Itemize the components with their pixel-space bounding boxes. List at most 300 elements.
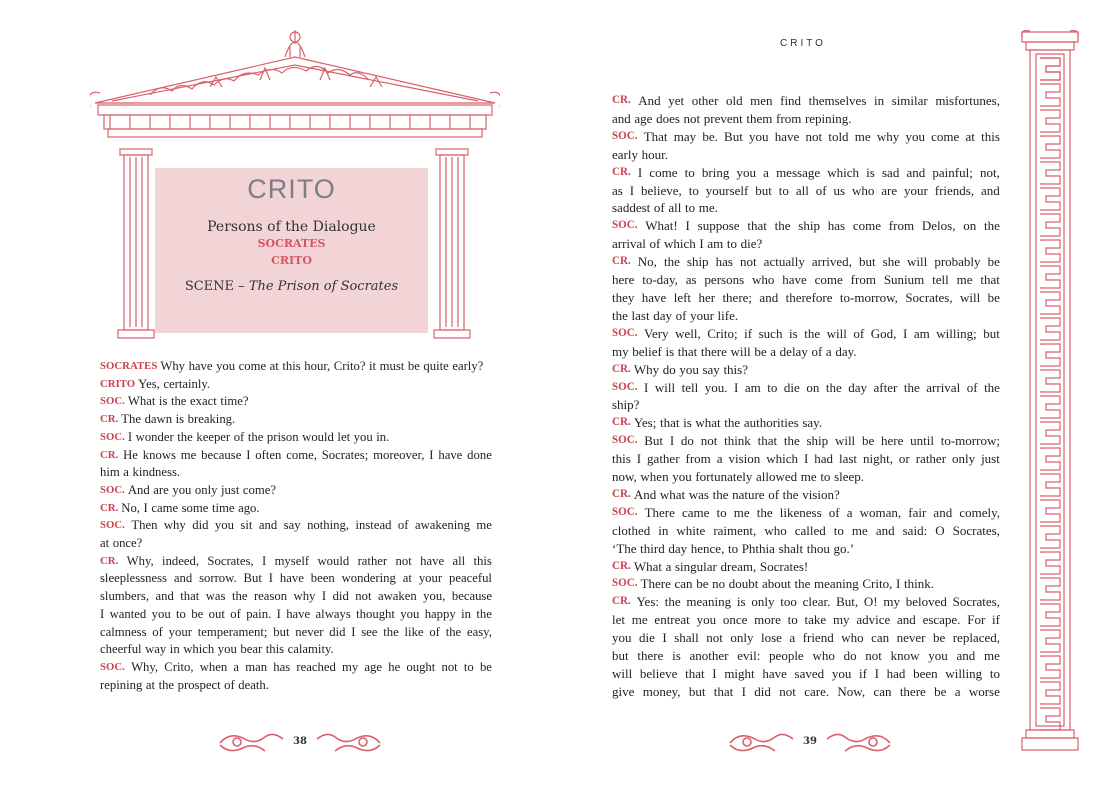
word: think. — [903, 576, 934, 592]
word: have — [641, 289, 667, 305]
word: day — [848, 379, 868, 395]
word: ago. — [238, 500, 260, 515]
word: why — [293, 589, 316, 604]
word: What! — [645, 218, 678, 234]
word: to — [176, 606, 186, 621]
word: you — [151, 606, 171, 621]
speaker-label: SOC. — [612, 219, 638, 232]
word: likeness — [779, 504, 822, 520]
word: there — [700, 343, 727, 359]
word: tell — [932, 272, 949, 288]
word: be — [191, 606, 204, 621]
text-line — [612, 504, 1000, 522]
word: will — [654, 379, 676, 395]
word: I — [127, 429, 133, 444]
word: die? — [740, 236, 763, 252]
word: repining — [100, 677, 143, 692]
word: I — [902, 325, 908, 341]
word: tell — [681, 379, 699, 395]
word: am — [744, 379, 761, 395]
word: Yes; — [633, 415, 657, 431]
word: of — [675, 307, 687, 323]
word: it — [369, 359, 377, 373]
word: And — [633, 486, 657, 502]
word: prevent — [703, 110, 743, 126]
meander-segment — [1040, 370, 1060, 392]
word: bring — [701, 164, 730, 180]
text-line — [100, 535, 492, 553]
word: all — [668, 200, 682, 216]
word: can — [871, 630, 890, 646]
word: have — [286, 606, 311, 621]
word: my — [342, 659, 359, 674]
word: hence, — [690, 540, 725, 556]
word: Crito, — [862, 576, 893, 592]
word: knows — [142, 447, 176, 462]
word: ship — [806, 433, 829, 449]
scene-text: The Prison of Socrates — [248, 279, 399, 294]
running-head: CRITO — [780, 38, 826, 49]
word: now, — [612, 469, 637, 485]
word: only — [951, 451, 976, 467]
meander-segment — [1040, 552, 1060, 574]
page-number-ornament-right — [725, 728, 895, 758]
word: yet — [668, 93, 685, 108]
word: therefore — [785, 289, 833, 305]
text-line — [612, 396, 1000, 414]
word: age — [634, 110, 653, 126]
title-box — [155, 168, 428, 333]
speaker-label: CR. — [612, 595, 631, 608]
word: what — [659, 486, 686, 502]
word: often — [255, 447, 282, 462]
word: you — [905, 128, 925, 144]
word: Now, — [837, 683, 866, 699]
word: no — [712, 576, 726, 592]
word: of — [233, 429, 245, 444]
word: and — [906, 164, 926, 180]
word: in — [873, 93, 885, 108]
word: shall — [674, 630, 699, 646]
word: vision? — [802, 486, 840, 502]
word: be — [932, 630, 946, 646]
word: I — [268, 571, 274, 586]
text-line — [612, 164, 1000, 182]
text-line — [612, 110, 1000, 128]
word: only — [194, 482, 218, 497]
right-page — [550, 0, 1100, 790]
word: been — [913, 666, 938, 681]
word: you — [831, 666, 852, 681]
word: let — [612, 612, 625, 628]
word: time? — [220, 394, 249, 409]
word: is — [789, 325, 798, 341]
word: that — [713, 683, 734, 699]
right-page-text — [612, 92, 1000, 701]
person-crito: CRITO — [271, 254, 312, 267]
word: she — [882, 254, 900, 270]
word: prison — [266, 429, 299, 444]
word: a — [770, 343, 777, 359]
word: nothing, — [307, 518, 350, 533]
word: breaking. — [187, 412, 236, 427]
word: but — [755, 182, 772, 198]
word: What — [127, 394, 156, 409]
word: awakening — [414, 518, 470, 533]
word: him — [100, 465, 120, 480]
word: I — [143, 500, 148, 515]
word: indeed, — [162, 553, 200, 568]
text-line — [612, 199, 1000, 217]
word: reason — [253, 589, 288, 604]
word: said: — [902, 522, 928, 538]
word: not — [805, 128, 823, 144]
word: a — [846, 504, 853, 520]
word: willing; — [936, 325, 977, 341]
meander-segment — [1040, 682, 1060, 704]
word: people — [769, 648, 804, 664]
word: me — [631, 612, 648, 628]
word: ship — [798, 218, 820, 234]
word: you — [928, 648, 948, 664]
word: but — [688, 683, 706, 699]
text-line — [100, 376, 492, 394]
word: a — [123, 465, 129, 480]
word: you. — [704, 379, 728, 395]
speaker-label: CR. — [612, 255, 631, 268]
word: came — [682, 504, 710, 520]
word: and — [981, 182, 1000, 198]
word: repining. — [804, 110, 852, 126]
word: I — [246, 447, 251, 462]
word: the — [231, 589, 248, 604]
word: you, — [423, 589, 446, 604]
word: after — [873, 379, 898, 395]
word: be — [861, 433, 875, 449]
word: day — [653, 307, 672, 323]
word: Yes, — [138, 376, 160, 391]
word: That — [643, 128, 668, 144]
word: hour. — [641, 146, 668, 162]
text-line — [100, 553, 492, 571]
word: such — [758, 325, 783, 341]
word: Phthia — [741, 540, 775, 556]
meander-segment — [1040, 474, 1060, 496]
word: will — [612, 666, 633, 681]
word: I — [741, 683, 746, 699]
word: be — [696, 576, 709, 592]
speaker-label: SOC. — [612, 434, 638, 447]
word: will — [907, 254, 928, 270]
text-line — [100, 358, 492, 376]
word: a — [825, 343, 832, 359]
word: I — [896, 576, 901, 592]
text-line — [612, 361, 1000, 379]
word: will — [960, 289, 981, 305]
word: There — [640, 576, 671, 592]
word: and — [173, 571, 193, 586]
word: of — [152, 624, 163, 639]
word: will — [730, 343, 751, 359]
word: and — [155, 589, 174, 604]
word: meaning — [686, 594, 732, 610]
text-line — [612, 92, 1000, 110]
word: O! — [863, 594, 878, 610]
text-line — [100, 570, 492, 588]
word: has — [827, 218, 846, 234]
word: to — [787, 612, 798, 628]
meander-segment — [1040, 318, 1060, 340]
word: fortunately — [695, 469, 753, 485]
word: not — [706, 630, 723, 646]
word: is — [158, 394, 168, 409]
word: your — [168, 624, 192, 639]
word: had — [886, 666, 906, 681]
word: there — [899, 683, 926, 699]
speaker-label: CRITO — [100, 377, 136, 390]
meander-segment — [1040, 630, 1060, 652]
word: escape. — [922, 612, 961, 628]
word: exact — [190, 394, 217, 409]
word: the — [984, 218, 1000, 234]
word: come — [931, 128, 960, 144]
word: I — [662, 630, 667, 646]
word: go.’ — [833, 540, 855, 556]
word: care. — [804, 683, 830, 699]
word: fair — [908, 504, 927, 520]
word: have — [762, 666, 787, 681]
text-line — [612, 665, 1000, 683]
word: entreat — [654, 612, 690, 628]
word: see — [361, 624, 378, 639]
meander-segment — [1040, 110, 1060, 132]
word: I — [261, 553, 267, 568]
text-line — [612, 468, 1000, 486]
word: is — [683, 415, 692, 431]
word: find — [780, 93, 802, 108]
word: day — [668, 540, 688, 556]
word: painful; — [932, 164, 973, 180]
meander-segment — [1040, 136, 1060, 158]
word: to — [685, 200, 696, 216]
word: as — [685, 272, 697, 288]
word: woman, — [859, 504, 902, 520]
word: willing — [945, 666, 983, 681]
word: a — [763, 164, 769, 180]
meander-segment — [1040, 604, 1060, 626]
word: who — [764, 522, 787, 538]
word: sit — [240, 518, 253, 533]
text-line — [612, 575, 1000, 593]
word: But — [724, 128, 743, 144]
scene-line — [155, 279, 428, 294]
word: But — [644, 433, 664, 449]
word: which — [183, 642, 215, 657]
word: the — [984, 379, 1000, 395]
word: you — [353, 429, 373, 444]
speaker-label: CR. — [612, 94, 631, 106]
word: man — [245, 659, 268, 674]
word: singular — [675, 558, 717, 574]
word: not — [779, 683, 796, 699]
speaker-label: CR. — [612, 165, 631, 178]
speaker-label: SOC. — [612, 380, 638, 393]
meander-segment — [1040, 422, 1060, 444]
word: be — [407, 359, 420, 373]
word: if — [859, 666, 867, 681]
word: at — [965, 128, 975, 144]
word: meaning — [814, 576, 859, 592]
word: on — [963, 218, 977, 234]
word: came — [151, 500, 179, 515]
word: there — [637, 648, 664, 664]
text-line — [612, 593, 1000, 611]
text-line — [612, 253, 1000, 271]
word: me — [956, 272, 973, 288]
word: wondering — [341, 571, 396, 586]
word: a — [789, 630, 796, 646]
word: the — [158, 677, 175, 692]
word: come — [649, 164, 678, 180]
speaker-label: SOC. — [612, 505, 638, 518]
word: The — [121, 412, 142, 427]
word: beloved — [905, 594, 947, 610]
word: who — [752, 272, 775, 288]
text-line — [100, 677, 492, 695]
word: message — [776, 164, 821, 180]
text-line — [612, 307, 1000, 325]
word: from — [685, 451, 711, 467]
word: myself — [274, 553, 310, 568]
word: you — [736, 164, 756, 180]
word: comely, — [959, 504, 1000, 520]
word: happy — [424, 606, 456, 621]
word: that — [685, 666, 705, 681]
word: the — [804, 325, 821, 341]
text-line — [100, 606, 492, 624]
word: sleep. — [834, 469, 865, 485]
word: is — [665, 343, 675, 359]
word: can — [674, 576, 693, 592]
word: God, — [870, 325, 897, 341]
word: hour, — [304, 359, 331, 373]
text-line — [612, 182, 1000, 200]
word: Socrates, — [952, 594, 1000, 610]
word: pain. — [246, 606, 272, 621]
word: way — [145, 642, 167, 657]
meander-segment — [1040, 266, 1060, 288]
word: has — [273, 659, 291, 674]
text-line — [100, 447, 492, 465]
word: is — [672, 648, 681, 664]
word: will — [834, 433, 856, 449]
word: Socrates, — [905, 289, 953, 305]
word: me — [180, 447, 197, 462]
word: never — [295, 624, 324, 639]
word: other — [691, 93, 719, 108]
word: friend — [802, 630, 834, 646]
text-line — [100, 411, 492, 429]
word: the — [903, 379, 920, 395]
word: not, — [979, 164, 1000, 180]
word: sleeplessness — [100, 571, 167, 586]
word: of — [828, 504, 840, 520]
word: done — [467, 447, 492, 462]
word: to — [820, 469, 831, 485]
word: have — [420, 553, 445, 568]
meander-segment — [1040, 292, 1060, 314]
word: arrival — [926, 379, 961, 395]
word: but — [983, 325, 1000, 341]
word: all — [452, 553, 466, 568]
word: kindness. — [132, 465, 181, 480]
text-line — [612, 629, 1000, 647]
word: clothed — [612, 522, 651, 538]
text-line — [612, 271, 1000, 289]
word: not — [441, 659, 458, 674]
word: you — [696, 612, 717, 628]
word: Sunium — [883, 272, 925, 288]
word: more — [754, 612, 781, 628]
word: is — [736, 594, 746, 610]
word: here — [880, 433, 904, 449]
word: of — [811, 343, 823, 359]
word: Why — [633, 361, 660, 377]
word: What — [633, 558, 662, 574]
word: come — [238, 359, 267, 373]
word: another — [689, 648, 729, 664]
word: the — [663, 254, 680, 270]
word: rather — [357, 553, 388, 568]
word: themselves — [808, 93, 867, 108]
word: on — [806, 379, 820, 395]
word: slumbers, — [100, 589, 149, 604]
word: yourself — [705, 182, 749, 198]
meander-segment — [1040, 526, 1060, 548]
word: my — [612, 343, 629, 359]
word: life. — [717, 307, 739, 323]
word: always — [315, 606, 351, 621]
word: saddest — [612, 200, 651, 216]
word: once — [722, 612, 748, 628]
word: too — [780, 594, 797, 610]
word: the — [170, 394, 187, 409]
text-line — [612, 289, 1000, 307]
word: peaceful — [448, 571, 492, 586]
speaker-label: CR. — [612, 362, 631, 375]
word: to — [767, 379, 778, 395]
word: Socrates! — [759, 558, 809, 574]
word: in — [461, 606, 471, 621]
word: to — [463, 659, 474, 674]
word: let — [337, 429, 351, 444]
word: vision — [728, 451, 761, 467]
word: have — [782, 272, 807, 288]
word: until — [910, 433, 934, 449]
word: old — [725, 93, 743, 108]
word: Then — [131, 518, 158, 533]
word: is — [866, 164, 875, 180]
word: to-day, — [642, 272, 678, 288]
word: just — [221, 482, 240, 497]
speaker-label: SOC. — [100, 395, 125, 408]
word: replaced, — [952, 630, 1000, 646]
speaker-label: CR. — [100, 413, 119, 426]
speaker-label: SOC. — [100, 430, 125, 443]
word: only — [730, 630, 754, 646]
word: who — [841, 630, 864, 646]
word: my — [883, 594, 901, 610]
